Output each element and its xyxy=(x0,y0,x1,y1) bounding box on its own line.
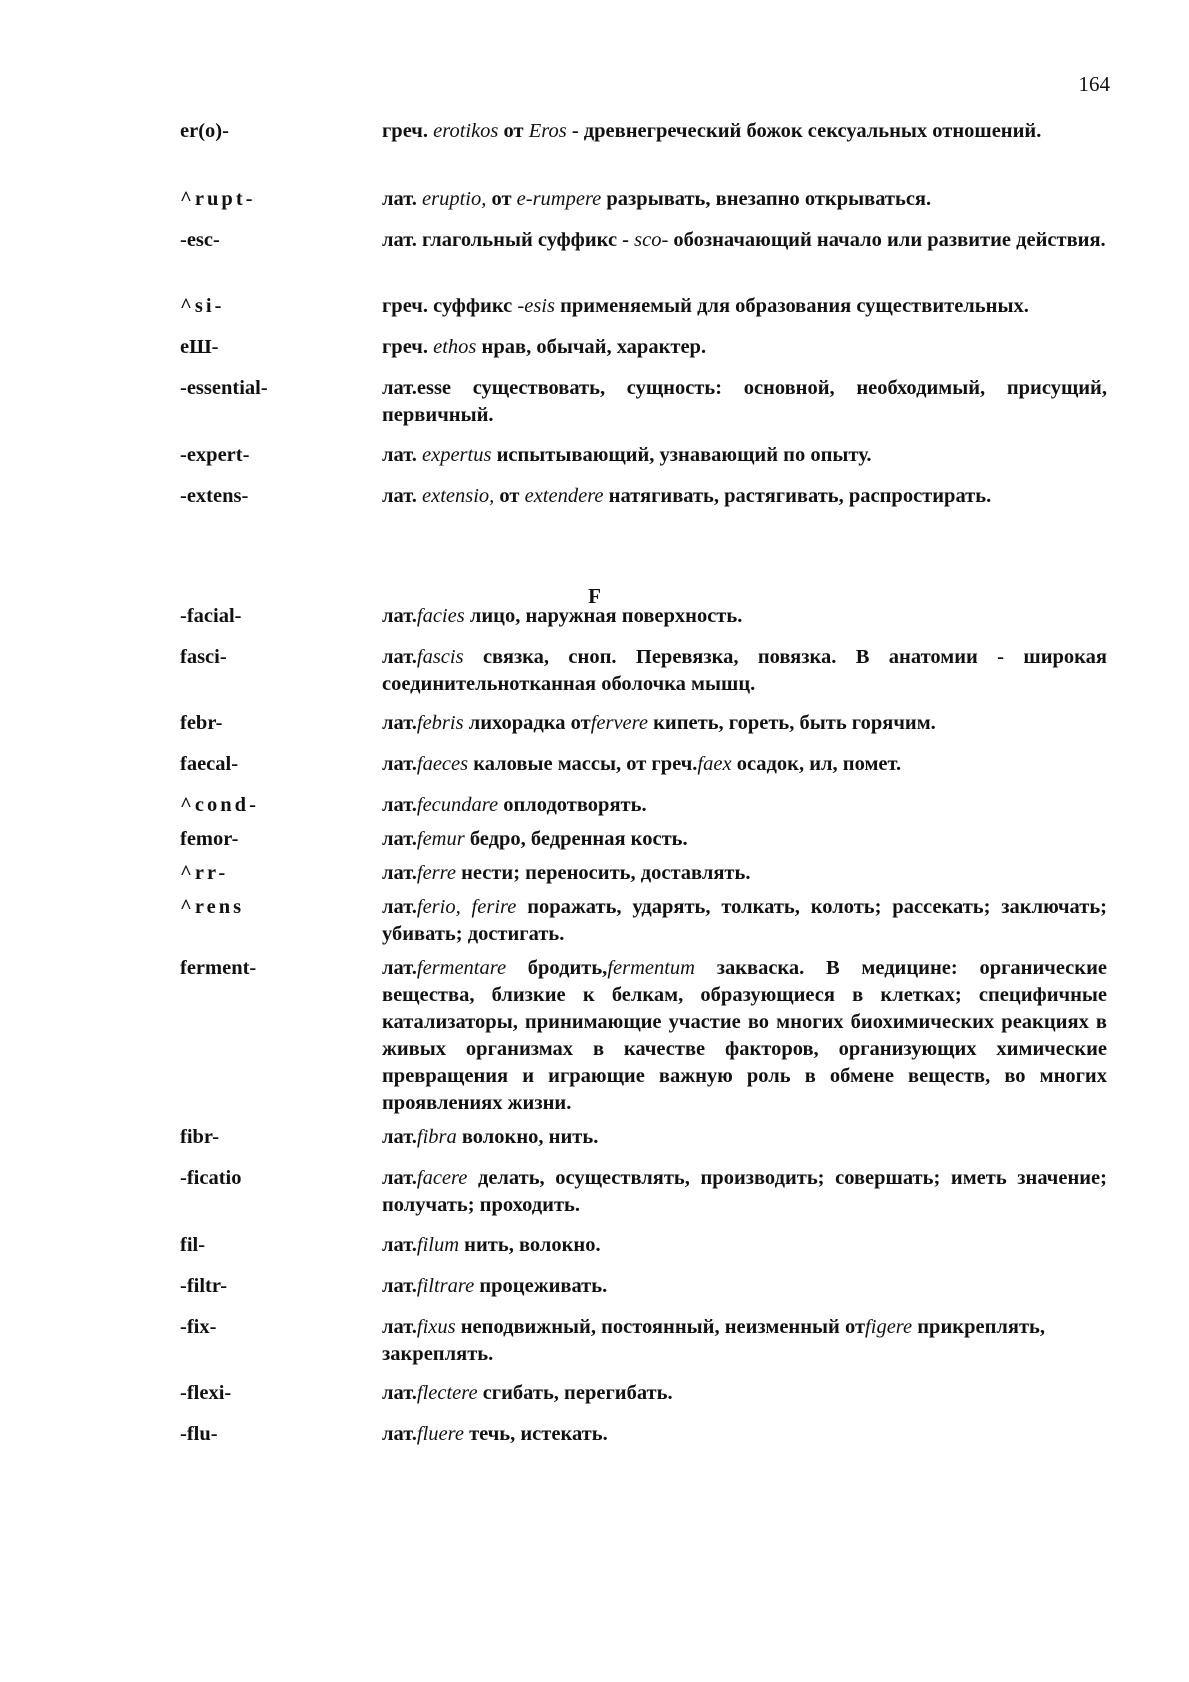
definition-text: разрывать, внезапно открываться. xyxy=(601,188,932,210)
entry-term: fasci- xyxy=(180,646,227,668)
entry-term: -extens- xyxy=(180,485,249,507)
dictionary-entry xyxy=(180,603,1110,630)
entry-term: -ficatio xyxy=(180,1167,242,1189)
dictionary-entry xyxy=(180,293,1110,320)
definition-text: греч. суффикс xyxy=(382,295,518,317)
entry-definition xyxy=(382,603,1107,630)
definition-text: связка, сноп. Перевязка, повязка. В анатомии - широкая соединительнотканная оболочка мышц. xyxy=(382,646,1107,695)
dictionary-entry xyxy=(180,894,1110,948)
dictionary-entry xyxy=(180,644,1110,698)
entry-definition xyxy=(382,1273,1107,1300)
definition-latin-word: facies xyxy=(416,605,465,627)
definition-latin-word: Eros xyxy=(528,120,567,142)
definition-text: лат. xyxy=(382,605,417,627)
definition-text: греч. xyxy=(382,120,434,142)
definition-latin-word: febris xyxy=(416,712,464,734)
definition-text: лицо, наружная поверхность. xyxy=(464,605,743,627)
entry-term: febr- xyxy=(180,712,223,734)
definition-text: лат. xyxy=(382,957,417,979)
definition-text: лат. глагольный суффикс - xyxy=(382,229,635,251)
entry-term: ^si- xyxy=(180,295,225,317)
definition-latin-word: extensio, xyxy=(422,485,495,507)
definition-text: нести; переносить, доставлять. xyxy=(455,862,751,884)
definition-text: лат. xyxy=(382,712,417,734)
dictionary-entry xyxy=(180,1380,1110,1407)
definition-text: лат. xyxy=(382,1126,417,1148)
entry-term: -expert- xyxy=(180,444,250,466)
entry-term: -facial- xyxy=(180,605,242,627)
entry-definition xyxy=(382,710,1107,737)
entry-definition xyxy=(382,955,1107,1117)
definition-latin-word: faeces xyxy=(416,753,469,775)
definition-latin-word: flectere xyxy=(416,1382,478,1404)
definition-text: процеживать. xyxy=(474,1275,608,1297)
definition-text: лат. xyxy=(382,794,417,816)
definition-text: лат. xyxy=(382,444,422,466)
definition-latin-word: fibra xyxy=(416,1126,457,1148)
entry-definition xyxy=(382,644,1107,698)
definition-latin-word: expertus xyxy=(422,444,492,466)
definition-latin-word: fixus xyxy=(416,1316,456,1338)
definition-text: лат. xyxy=(382,1423,417,1445)
definition-latin-word: fermentare xyxy=(416,957,507,979)
entry-term: -filtr- xyxy=(180,1275,228,1297)
definition-text: неподвижный, постоянный, неизменный от xyxy=(455,1316,866,1338)
definition-latin-word: fluere xyxy=(416,1423,464,1445)
definition-text: греч. xyxy=(382,336,434,358)
definition-latin-word: femur xyxy=(416,828,465,850)
definition-text: лат. xyxy=(382,646,417,668)
dictionary-entry xyxy=(180,955,1110,1117)
definition-text: оплодотворять. xyxy=(498,794,647,816)
definition-latin-word: sco- xyxy=(634,229,669,251)
entry-definition xyxy=(382,1421,1107,1448)
entry-term: faecal- xyxy=(180,753,239,775)
definition-latin-word: fecundare xyxy=(416,794,499,816)
dictionary-entry xyxy=(180,792,1110,819)
entry-term: ^rens xyxy=(180,896,245,918)
entry-term: -flexi- xyxy=(180,1382,232,1404)
entry-definition xyxy=(382,293,1107,320)
definition-text: закваска. В медицине: органические вещества, близкие к белкам, образующиеся в клетках; специфичные катализаторы, принимающие участие во многих биохимических реакциях в живых организмах в качестве факторов, организующих химические превращения и играющие важную роль в обмене веществ, во многих проявлениях жизни. xyxy=(382,957,1108,1114)
definition-latin-word: fervere xyxy=(590,712,648,734)
entry-term: -esc- xyxy=(180,229,220,251)
entry-term: eШ- xyxy=(180,336,219,358)
definition-text: лат. xyxy=(382,896,417,918)
definition-text: от xyxy=(498,120,529,142)
dictionary-entry xyxy=(180,375,1110,429)
definition-text: осадок, ил, помет. xyxy=(731,753,902,775)
definition-text: обозначающий начало или развитие действия. xyxy=(668,229,1106,251)
definition-text: сгибать, перегибать. xyxy=(477,1382,673,1404)
definition-latin-word: filum xyxy=(416,1234,460,1256)
definition-latin-word: ferio, ferire xyxy=(416,896,517,918)
definition-latin-word: facere xyxy=(416,1167,468,1189)
definition-text: лат. xyxy=(382,828,417,850)
definition-text: - древнегреческий божок сексуальных отношений. xyxy=(566,120,1042,142)
page-number: 164 xyxy=(1078,72,1110,96)
entry-term: fil- xyxy=(180,1234,206,1256)
entry-term: ^rr- xyxy=(180,862,229,884)
entry-term: -essential- xyxy=(180,377,268,399)
entry-definition xyxy=(382,1165,1107,1219)
definition-text: каловые массы, от греч. xyxy=(468,753,698,775)
entry-definition xyxy=(382,186,1107,213)
definition-latin-word: eruptio, xyxy=(422,188,487,210)
definition-text: прикреплять, закреплять. xyxy=(382,1316,1046,1365)
dictionary-entry xyxy=(180,1273,1110,1300)
definition-text: кипеть, гореть, быть горячим. xyxy=(647,712,936,734)
entry-definition xyxy=(382,751,1107,778)
dictionary-entry xyxy=(180,826,1110,853)
definition-text: нрав, обычай, характер. xyxy=(476,336,707,358)
entry-definition xyxy=(382,483,1107,510)
entry-definition xyxy=(382,1314,1107,1368)
dictionary-entry xyxy=(180,1314,1110,1368)
definition-text: от xyxy=(486,188,517,210)
definition-latin-word: filtrare xyxy=(416,1275,475,1297)
definition-text: лат. xyxy=(382,753,417,775)
definition-text: волокно, нить. xyxy=(456,1126,599,1148)
definition-text: бродить, xyxy=(506,957,608,979)
entry-definition xyxy=(382,860,1107,887)
entry-term: -fix- xyxy=(180,1316,217,1338)
definition-latin-word: -esis xyxy=(517,295,555,317)
definition-text: лат. xyxy=(382,1316,417,1338)
entry-definition xyxy=(382,1232,1107,1259)
definition-text: лат. xyxy=(382,1234,417,1256)
definition-latin-word: faex xyxy=(697,753,732,775)
dictionary-entry xyxy=(180,227,1110,254)
entry-definition xyxy=(382,334,1107,361)
definition-text: лихорадка от xyxy=(463,712,591,734)
definition-text: натягивать, растягивать, распростирать. xyxy=(603,485,992,507)
entry-term: ^rupt- xyxy=(180,188,256,210)
entry-definition xyxy=(382,894,1107,948)
dictionary-entry xyxy=(180,186,1110,213)
definition-text: лат. xyxy=(382,862,417,884)
definition-text: лат. xyxy=(382,188,422,210)
definition-latin-word: erotikos xyxy=(433,120,499,142)
dictionary-entry xyxy=(180,1232,1110,1259)
definition-latin-word: fermentum xyxy=(607,957,695,979)
definition-text: нить, волокно. xyxy=(459,1234,601,1256)
definition-text: испытывающий, узнавающий по опыту. xyxy=(491,444,872,466)
entry-term: ferment- xyxy=(180,957,257,979)
entry-term: ^cond- xyxy=(180,794,259,816)
definition-text: делать, осуществлять, производить; совершать; иметь значение; получать; проходить. xyxy=(382,1167,1107,1216)
entry-definition xyxy=(382,1380,1107,1407)
entry-definition xyxy=(382,375,1107,429)
definition-text: лат. xyxy=(382,1167,417,1189)
definition-text: лат. xyxy=(382,485,422,507)
entry-term: femor- xyxy=(180,828,239,850)
dictionary-entry xyxy=(180,1421,1110,1448)
dictionary-entry xyxy=(180,710,1110,737)
definition-text: применяемый для образования существительных. xyxy=(554,295,1029,317)
dictionary-entry xyxy=(180,751,1110,778)
definition-text: поражать, ударять, толкать, колоть; рассекать; заключать; убивать; достигать. xyxy=(382,896,1107,945)
definition-latin-word: ferre xyxy=(416,862,456,884)
entry-term: fibr- xyxy=(180,1126,220,1148)
dictionary-entry xyxy=(180,860,1110,887)
definition-text: лат. xyxy=(382,1382,417,1404)
entry-term: -flu- xyxy=(180,1423,218,1445)
definition-latin-word: fascis xyxy=(416,646,464,668)
dictionary-entry xyxy=(180,442,1110,469)
definition-latin-word: e-rumpere xyxy=(516,188,602,210)
entry-definition xyxy=(382,826,1107,853)
definition-text: от xyxy=(494,485,525,507)
definition-latin-word: ethos xyxy=(433,336,477,358)
dictionary-entry xyxy=(180,334,1110,361)
definition-text: лат.esse существовать, сущность: основной, необходимый, присущий, первичный. xyxy=(382,377,1107,426)
entry-definition xyxy=(382,227,1107,254)
definition-latin-word: extendere xyxy=(524,485,604,507)
entry-definition xyxy=(382,118,1107,145)
dictionary-entry xyxy=(180,118,1110,145)
entry-definition xyxy=(382,792,1107,819)
entry-term: er(o)- xyxy=(180,120,229,142)
entry-definition xyxy=(382,1124,1107,1151)
definition-text: лат. xyxy=(382,1275,417,1297)
dictionary-entry xyxy=(180,483,1110,510)
definition-text: бедро, бедренная кость. xyxy=(464,828,688,850)
section-heading-f: F xyxy=(588,584,601,608)
dictionary-entry xyxy=(180,1124,1110,1151)
dictionary-entry xyxy=(180,1165,1110,1219)
definition-latin-word: figere xyxy=(865,1316,913,1338)
entry-definition xyxy=(382,442,1107,469)
definition-text: течь, истекать. xyxy=(463,1423,608,1445)
